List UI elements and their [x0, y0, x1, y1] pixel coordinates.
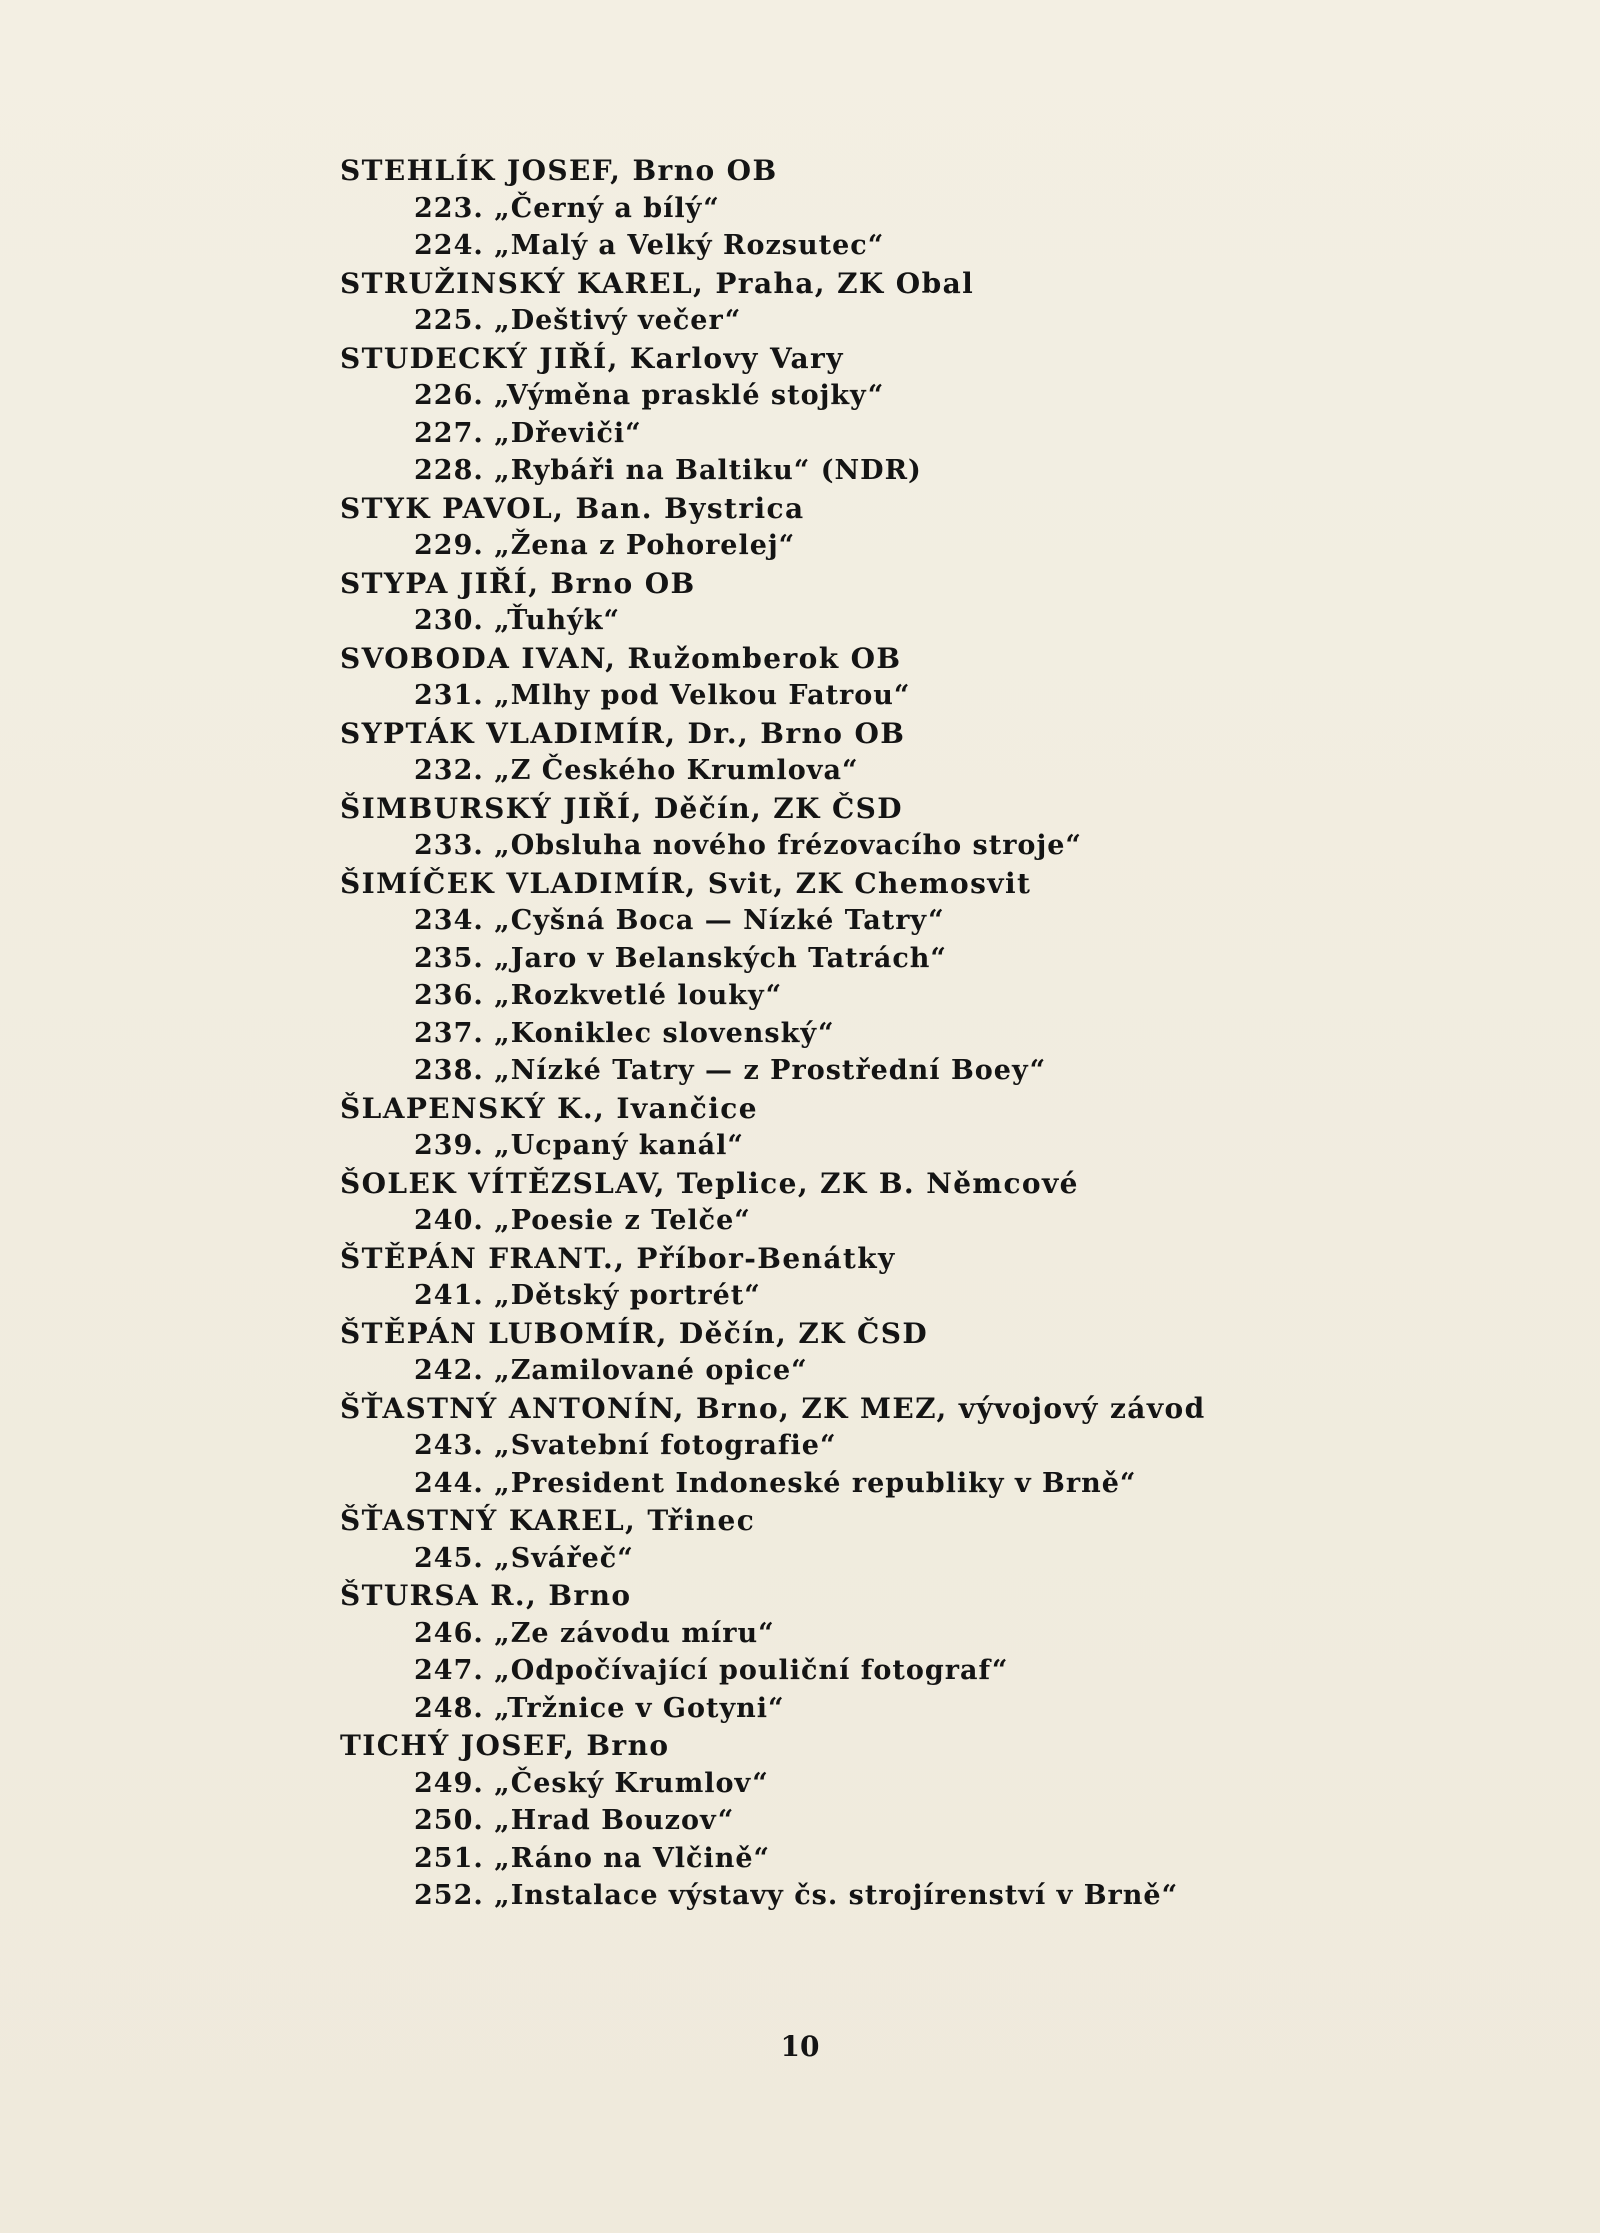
catalog-item	[340, 1352, 1340, 1390]
author-heading: STEHLÍK JOSEF, Brno OB	[340, 154, 778, 187]
catalog-item	[340, 977, 1340, 1015]
catalog-item	[340, 1202, 1340, 1240]
catalog-item	[340, 1765, 1340, 1803]
catalog-item	[340, 527, 1340, 565]
author-heading: ŠTURSA R., Brno	[340, 1579, 632, 1612]
author-heading: ŠLAPENSKÝ K., Ivančice	[340, 1091, 758, 1125]
catalog-item	[340, 190, 1340, 228]
item-title: „Koniklec slovenský“	[494, 1017, 835, 1049]
item-title: „Nízké Tatry — z Prostřední Boey“	[494, 1055, 1047, 1086]
item-number: 244.	[414, 1467, 484, 1499]
item-title: „Deštivý večer“	[494, 305, 742, 336]
catalog-item	[340, 377, 1340, 415]
item-number: 231.	[414, 680, 484, 711]
item-title: „Tržnice v Gotyni“	[494, 1692, 785, 1724]
author-heading: ŠŤASTNÝ ANTONÍN, Brno, ZK MEZ, vývojový závod	[340, 1391, 1206, 1425]
catalog-item	[340, 902, 1340, 940]
item-title: „Ucpaný kanál“	[494, 1130, 744, 1161]
item-number: 227.	[414, 417, 484, 449]
author-heading: STYPA JIŘÍ, Brno OB	[340, 566, 696, 600]
catalog-item	[340, 1690, 1340, 1728]
author-heading: ŠTĚPÁN LUBOMÍR, Děčín, ZK ČSD	[340, 1316, 929, 1350]
item-title: „Svatební fotografie“	[494, 1430, 837, 1461]
catalog-item	[340, 1652, 1340, 1690]
item-number: 241.	[414, 1280, 484, 1311]
item-number: 235.	[414, 942, 484, 974]
catalog-item	[340, 1127, 1340, 1165]
catalog-item	[340, 1015, 1340, 1053]
item-number: 246.	[414, 1617, 484, 1649]
item-title: „Svářeč“	[494, 1542, 634, 1574]
catalog-item	[340, 302, 1340, 340]
item-number: 245.	[414, 1542, 484, 1574]
item-title: „Dřeviči“	[494, 417, 642, 449]
catalog-item	[340, 1465, 1340, 1503]
catalog-item	[340, 602, 1340, 640]
item-title: „Hrad Bouzov“	[494, 1805, 735, 1836]
catalog-item	[340, 827, 1340, 865]
item-title: „Žena z Pohorelej“	[494, 530, 796, 561]
item-title: „Výměna prasklé stojky“	[494, 380, 885, 411]
item-title: „Černý a bílý“	[494, 192, 720, 224]
item-number: 233.	[414, 830, 484, 861]
author-heading: ŠOLEK VÍTĚZSLAV, Teplice, ZK B. Němcové	[340, 1166, 1079, 1200]
item-number: 228.	[414, 455, 484, 486]
catalog-item	[340, 1540, 1340, 1578]
catalog-item	[340, 1427, 1340, 1465]
catalog-item	[340, 1840, 1340, 1878]
item-number: 229.	[414, 530, 484, 561]
item-number: 224.	[414, 230, 484, 261]
item-title: „Rybáři na Baltiku“ (NDR)	[494, 455, 922, 486]
item-number: 242.	[414, 1355, 484, 1386]
item-number: 243.	[414, 1430, 484, 1461]
item-title: „Malý a Velký Rozsutec“	[494, 230, 885, 261]
item-title: „Instalace výstavy čs. strojírenství v Brně“	[494, 1880, 1179, 1911]
item-title: „Dětský portrét“	[494, 1280, 761, 1311]
item-number: 251.	[414, 1842, 484, 1874]
catalog-item	[340, 452, 1340, 490]
item-title: „President Indoneské republiky v Brně“	[494, 1467, 1137, 1499]
item-title: „Z Českého Krumlova“	[494, 755, 859, 786]
item-number: 225.	[414, 305, 484, 336]
item-number: 239.	[414, 1130, 484, 1161]
item-number: 234.	[414, 905, 484, 936]
item-title: „Ráno na Vlčině“	[494, 1842, 771, 1874]
author-heading: STYK PAVOL, Ban. Bystrica	[340, 491, 805, 525]
item-title: „Ze závodu míru“	[494, 1617, 775, 1649]
catalog-item	[340, 1052, 1340, 1090]
catalog-item	[340, 1877, 1340, 1915]
item-title: „Český Krumlov“	[494, 1767, 769, 1799]
item-number: 236.	[414, 980, 484, 1011]
catalog-item	[340, 1615, 1340, 1653]
item-title: „Mlhy pod Velkou Fatrou“	[494, 680, 911, 711]
item-number: 240.	[414, 1205, 484, 1236]
item-title: „Zamilované opice“	[494, 1355, 808, 1386]
item-number: 248.	[414, 1692, 484, 1724]
catalog-item	[340, 227, 1340, 265]
catalog-item	[340, 415, 1340, 453]
catalog-item	[340, 1802, 1340, 1840]
author-heading: STRUŽINSKÝ KAREL, Praha, ZK Obal	[340, 266, 975, 300]
item-title: „Odpočívající pouliční fotograf“	[494, 1655, 1009, 1686]
item-title: „Jaro v Belanských Tatrách“	[494, 942, 947, 974]
item-number: 250.	[414, 1805, 484, 1836]
item-number: 247.	[414, 1655, 484, 1686]
item-title: „Obsluha nového frézovacího stroje“	[494, 830, 1082, 861]
catalog-item	[340, 1277, 1340, 1315]
author-heading: SVOBODA IVAN, Ružomberok OB	[340, 641, 902, 675]
author-heading: ŠTĚPÁN FRANT., Příbor-Benátky	[340, 1241, 896, 1275]
item-number: 252.	[414, 1880, 484, 1911]
item-number: 230.	[414, 605, 484, 636]
page-number: 10	[780, 2030, 820, 2063]
item-title: „Rozkvetlé louky“	[494, 980, 783, 1011]
item-number: 238.	[414, 1055, 484, 1086]
author-heading: TICHÝ JOSEF, Brno	[340, 1729, 670, 1762]
author-heading: STUDECKÝ JIŘÍ, Karlovy Vary	[340, 341, 844, 375]
author-heading: ŠŤASTNÝ KAREL, Třinec	[340, 1504, 756, 1537]
catalog-item	[340, 940, 1340, 978]
author-heading: ŠIMBURSKÝ JIŘÍ, Děčín, ZK ČSD	[340, 791, 903, 825]
catalog-list	[340, 152, 1340, 1915]
item-number: 249.	[414, 1767, 484, 1799]
item-title: „Ťuhýk“	[494, 605, 621, 636]
author-heading: ŠIMÍČEK VLADIMÍR, Svit, ZK Chemosvit	[340, 866, 1032, 900]
item-number: 226.	[414, 380, 484, 411]
catalog-item	[340, 752, 1340, 790]
catalog-item	[340, 677, 1340, 715]
item-number: 237.	[414, 1017, 484, 1049]
author-heading: SYPTÁK VLADIMÍR, Dr., Brno OB	[340, 716, 906, 750]
item-number: 232.	[414, 755, 484, 786]
item-number: 223.	[414, 192, 484, 224]
item-title: „Cyšná Boca — Nízké Tatry“	[494, 905, 945, 936]
item-title: „Poesie z Telče“	[494, 1205, 751, 1236]
